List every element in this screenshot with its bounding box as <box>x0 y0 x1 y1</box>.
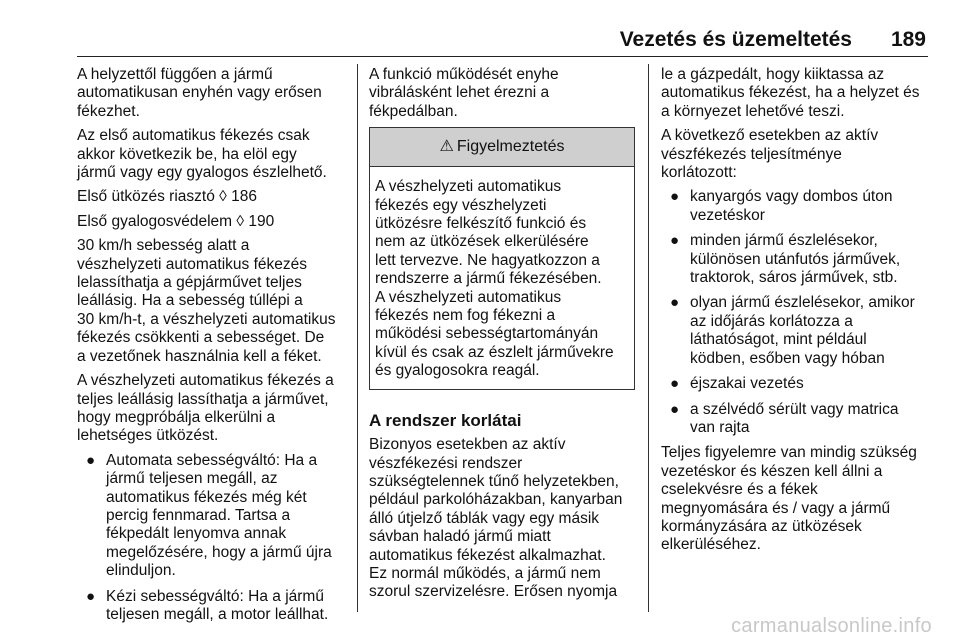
column-divider <box>357 64 358 612</box>
text-line: lehetséges ütközést. <box>77 427 219 445</box>
text-line: láthatóságot, mint például <box>690 331 867 349</box>
text-line: A funkció működését enyhe <box>369 66 559 83</box>
text-line: Kézi sebességváltó: Ha a jármű <box>106 587 324 605</box>
bullet-icon: ● <box>86 451 96 469</box>
text-line: automatikus fékezés még két <box>106 488 307 506</box>
paragraph <box>369 66 635 121</box>
text-line: fékezés egy vészhelyzeti <box>375 196 547 214</box>
text-line: kormányzására az ütközések <box>661 517 862 535</box>
text-line: ütközésre felkészítő funkció és <box>375 215 587 233</box>
text-line: cselekvésre és a fékek <box>661 481 818 499</box>
text-line: leállásig. Ha a sebesség túllépi a <box>77 292 303 310</box>
text-line: a környezet lehetővé teszi. <box>661 102 845 120</box>
column-2 <box>369 66 635 608</box>
text-line: Automata sebességváltó: Ha a <box>106 451 318 469</box>
column-divider <box>648 64 649 612</box>
text-line: akkor következik be, ha elöl egy <box>77 145 297 163</box>
text-line: vezetéskor <box>690 206 765 224</box>
list-item <box>77 588 349 625</box>
warning-header <box>370 128 634 167</box>
text-line: működési sebességtartományán <box>375 325 599 343</box>
paragraph <box>661 127 933 182</box>
list-item <box>661 375 933 393</box>
text-line: és gyalogosokra reagál. <box>375 362 540 380</box>
paragraph <box>661 444 933 554</box>
text-line: a vezetőnek használnia kell a féket. <box>77 347 322 365</box>
bullet-icon: ● <box>670 294 680 312</box>
text-line: vibrálásként lehet érezni a <box>369 84 550 102</box>
paragraph <box>77 372 349 446</box>
paragraph <box>77 66 349 121</box>
header-divider <box>77 56 928 57</box>
text-line: van rajta <box>690 418 750 436</box>
text-line: vészhelyzeti automatikus fékezés <box>77 255 308 273</box>
section-title: Vezetés és üzemeltetés <box>619 28 852 51</box>
text-line: fékezés csökkenti a sebességet. De <box>77 329 325 347</box>
text-line: nem az ütközések elkerülésére <box>375 233 589 251</box>
text-line: A vészhelyzeti automatikus <box>375 288 562 306</box>
text-line: Első gyalogosvédelem ◊ 190 <box>77 212 275 230</box>
cross-reference <box>77 213 349 231</box>
cross-reference <box>77 188 349 206</box>
text-line: A vészhelyzeti automatikus fékezés a <box>77 372 334 390</box>
text-line: megnyomására és / vagy a jármű <box>661 499 891 517</box>
text-line: vészfékezési rendszer <box>369 454 523 472</box>
text-line: a szélvédő sérült vagy matrica <box>690 400 899 418</box>
column-1 <box>77 66 349 631</box>
bullet-list <box>661 188 933 437</box>
warning-box <box>369 127 635 389</box>
text-line: szükségtelennek tűnő helyzetekben, <box>369 472 619 490</box>
paragraph <box>661 66 933 121</box>
text-line: fékpedált lenyomva annak <box>106 525 287 543</box>
text-line: az időjárás korlátozza a <box>690 312 853 330</box>
list-item <box>77 452 349 581</box>
text-line: éjszakai vezetés <box>690 375 804 393</box>
text-line: le a gázpedált, hogy kiiktassa az <box>661 66 885 83</box>
bullet-icon: ● <box>670 188 680 206</box>
text-line: vészfékezés teljesítménye <box>661 145 842 163</box>
paragraph <box>77 127 349 182</box>
text-line: elkerüléséhez. <box>661 536 761 554</box>
text-line: fékezhet. <box>77 102 140 120</box>
text-line: Bizonyos esetekben az aktív <box>369 436 566 454</box>
text-line: sávban haladó jármű miatt <box>369 528 551 546</box>
text-line: automatikus fékezést, ha a helyzet és <box>661 84 920 102</box>
section-heading: A rendszer korlátai <box>369 410 522 430</box>
text-line: olyan jármű észlelésekor, amikor <box>690 294 915 312</box>
list-item <box>661 401 933 438</box>
text-line: 30 km/h sebesség alatt a <box>77 237 250 255</box>
text-line: különösen utánfutós járművek, <box>690 250 901 268</box>
text-line: lett tervezve. Ne hagyatkozzon a <box>375 251 600 269</box>
text-line: 30 km/h-t, a vészhelyzeti automatikus <box>77 310 336 328</box>
text-line: vezetéskor és készen kell állni a <box>661 462 883 480</box>
text-line: korlátozott: <box>661 164 737 182</box>
text-line: A helyzettől függően a jármű <box>77 66 273 83</box>
text-line: hogy megpróbálja elkerülni a <box>77 408 276 426</box>
text-line: rendszerre a jármű fékezésében. <box>375 270 602 288</box>
text-line: automatikus fékezést alkalmazhat. <box>369 546 606 564</box>
paragraph <box>77 237 349 366</box>
text-line: kanyargós vagy dombos úton <box>690 188 893 206</box>
bullet-icon: ● <box>670 232 680 250</box>
text-line: automatikusan enyhén vagy erősen <box>77 84 322 102</box>
text-line: például parkolóházakban, kanyarban <box>369 491 623 509</box>
text-line: jármű teljesen megáll, az <box>106 470 278 488</box>
bullet-icon: ● <box>670 375 680 393</box>
text-line: kívül és csak az észlelt járművekre <box>375 343 614 361</box>
bullet-list <box>77 452 349 625</box>
text-line: álló útjelző táblák vagy egy másik <box>369 509 600 527</box>
column-3 <box>661 66 933 561</box>
text-line: Teljes figyelemre van mindig szükség <box>661 444 917 462</box>
warning-triangle-icon: ⚠ <box>439 138 454 156</box>
text-line: teljes leállásig lassíthatja a járművet, <box>77 390 329 408</box>
text-line: traktorok, sáros járművek, stb. <box>690 269 898 287</box>
warning-title: Figyelmeztetés <box>456 138 565 156</box>
page-number: 189 <box>890 28 926 51</box>
list-item <box>661 188 933 225</box>
text-line: fékezés nem fog fékezni a <box>375 307 556 325</box>
text-line: megelőzésére, hogy a jármű újra <box>106 543 332 561</box>
text-line: szorul szervizelésre. Erősen nyomja <box>369 583 618 601</box>
text-line: teljesen megáll, a motor leállhat. <box>106 605 329 623</box>
paragraph <box>369 436 635 602</box>
text-line: elinduljon. <box>106 562 176 580</box>
text-line: lelassíthatja a gépjárművet teljes <box>77 274 302 292</box>
text-line: Első ütközés riasztó ◊ 186 <box>77 188 257 206</box>
text-line: A következő esetekben az aktív <box>661 127 879 145</box>
text-line: minden jármű észlelésekor, <box>690 232 878 250</box>
bullet-icon: ● <box>86 587 96 605</box>
text-line: percig fennmarad. Tartsa a <box>106 506 291 524</box>
text-line: A vészhelyzeti automatikus <box>375 178 562 196</box>
list-item <box>661 232 933 287</box>
text-line: fékpedálban. <box>369 102 458 120</box>
bullet-icon: ● <box>670 400 680 418</box>
warning-text <box>370 167 634 388</box>
text-line: ködben, esőben vagy hóban <box>690 349 885 367</box>
text-line: Az első automatikus fékezés csak <box>77 127 310 145</box>
watermark: carmanualsonline.info <box>731 615 932 637</box>
list-item <box>661 294 933 368</box>
text-line: jármű vagy egy gyalogos észlelhető. <box>77 164 327 182</box>
text-line: Ez normál működés, a jármű nem <box>369 564 601 582</box>
